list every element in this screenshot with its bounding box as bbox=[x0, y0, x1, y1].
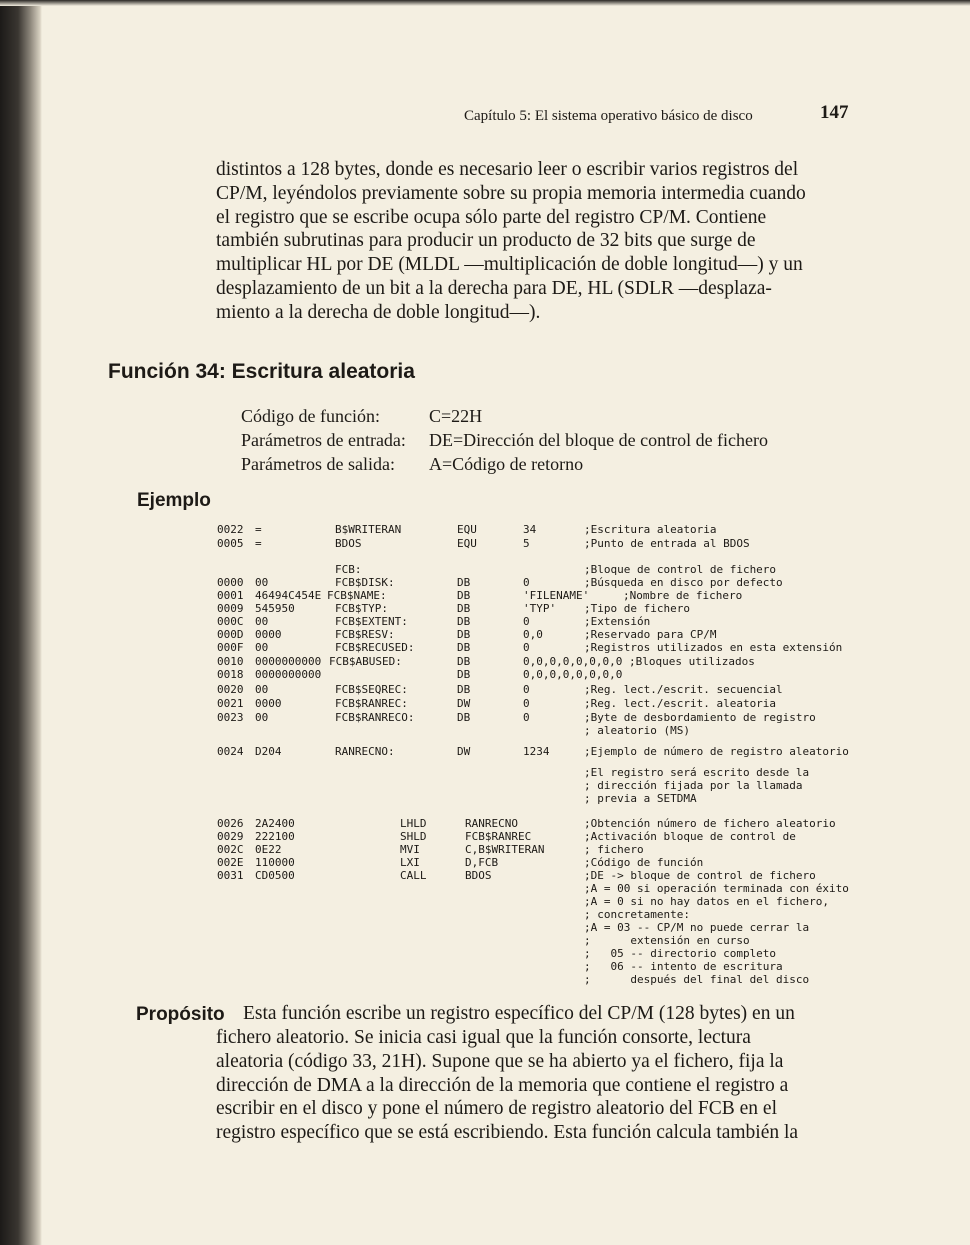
param-label: Código de función: bbox=[241, 406, 380, 426]
listing-code: 0000000000 bbox=[255, 668, 322, 681]
listing-line bbox=[217, 843, 867, 857]
listing-address: 002E bbox=[217, 856, 244, 869]
listing-opcode: EQU bbox=[457, 537, 477, 550]
listing-comment: ;Reg. lect./escrit. secuencial bbox=[584, 683, 783, 696]
listing-operand: 0 bbox=[523, 641, 530, 654]
listing-operand: 'TYP' bbox=[523, 602, 557, 615]
listing-operand: 0 bbox=[523, 697, 530, 710]
listing-line bbox=[217, 602, 867, 616]
listing-comment: ;DE -> bloque de control de fichero bbox=[584, 869, 816, 882]
listing-opcode: DB bbox=[457, 668, 471, 681]
listing-code: 00 bbox=[255, 641, 269, 654]
listing-opcode: EQU bbox=[457, 523, 477, 536]
listing-line bbox=[217, 563, 867, 577]
listing-code: 00 bbox=[255, 683, 269, 696]
listing-code: 00 bbox=[255, 576, 269, 589]
listing-code: 222100 bbox=[255, 830, 295, 843]
proposito-heading: Propósito bbox=[136, 1004, 225, 1025]
listing-opcode: DB bbox=[457, 641, 471, 654]
listing-line bbox=[217, 576, 867, 590]
intro-line: el registro que se escribe ocupa sólo parte del registro CP/M. Contiene bbox=[216, 206, 767, 228]
listing-address: 000C bbox=[217, 615, 244, 628]
listing-line bbox=[217, 960, 867, 974]
listing-label: RANRECNO: bbox=[335, 745, 395, 758]
listing-address: 000F bbox=[217, 641, 244, 654]
listing-address: 0020 bbox=[217, 683, 244, 696]
section-title: Función 34: Escritura aleatoria bbox=[108, 360, 415, 383]
listing-comment: ; 05 -- directorio completo bbox=[584, 947, 777, 960]
running-header bbox=[464, 102, 849, 125]
listing-operand: 34 bbox=[523, 523, 537, 536]
listing-address: 0026 bbox=[217, 817, 244, 830]
listing-line bbox=[217, 895, 867, 909]
listing-line bbox=[217, 615, 867, 629]
listing-comment: ;A = 03 -- CP/M no puede cerrar la bbox=[584, 921, 810, 934]
listing-line bbox=[217, 711, 867, 725]
listing-line bbox=[217, 766, 867, 780]
listing-line bbox=[217, 683, 867, 697]
listing-label: FCB$EXTENT: bbox=[335, 615, 408, 628]
listing-comment: ; fichero bbox=[584, 843, 644, 856]
param-value: C=22H bbox=[429, 406, 483, 426]
listing-label: B$WRITERAN bbox=[335, 523, 402, 536]
listing-operand: 1234 bbox=[523, 745, 550, 758]
proposito-line: aleatoria (código 33, 21H). Supone que se ha abierto ya el fichero, fija la bbox=[216, 1050, 784, 1072]
listing-label: FCB: bbox=[335, 563, 362, 576]
listing-comment: ;Tipo de fichero bbox=[584, 602, 690, 615]
listing-code: 2A2400 bbox=[255, 817, 295, 830]
listing-opcode: MVI bbox=[400, 843, 420, 856]
book-gutter-shadow bbox=[0, 0, 42, 1245]
listing-line bbox=[217, 921, 867, 935]
listing-comment: ;Código de función bbox=[584, 856, 704, 869]
listing-code: D204 bbox=[255, 745, 282, 758]
listing-code: = bbox=[255, 523, 262, 536]
listing-address: 000D bbox=[217, 628, 244, 641]
listing-line bbox=[217, 537, 867, 551]
listing-address: 0022 bbox=[217, 523, 244, 536]
listing-line bbox=[217, 908, 867, 922]
listing-comment: ; previa a SETDMA bbox=[584, 792, 697, 805]
listing-address: 0029 bbox=[217, 830, 244, 843]
listing-line bbox=[217, 973, 867, 987]
listing-code: 00 bbox=[255, 711, 269, 724]
listing-opcode: DB bbox=[457, 615, 471, 628]
listing-code: 46494C454E bbox=[255, 589, 322, 602]
listing-comment: ;Escritura aleatoria bbox=[584, 523, 717, 536]
listing-opcode: DB bbox=[457, 683, 471, 696]
listing-opcode: DB bbox=[457, 655, 471, 668]
intro-line: miento a la derecha de doble longitud—). bbox=[216, 301, 541, 323]
proposito-line: escribir en el disco y pone el número de registro aleatorio del FCB en el bbox=[216, 1098, 777, 1120]
listing-address: 0005 bbox=[217, 537, 244, 550]
param-value: A=Código de retorno bbox=[429, 454, 584, 474]
listing-code: 110000 bbox=[255, 856, 295, 869]
listing-opcode: CALL bbox=[400, 869, 427, 882]
listing-operand: 0 bbox=[523, 576, 530, 589]
listing-comment: ;El registro será escrito desde la bbox=[584, 766, 810, 779]
listing-comment: ; dirección fijada por la llamada bbox=[584, 779, 803, 792]
listing-operand: 0,0,0,0,0,0,0,0 bbox=[523, 668, 623, 681]
listing-line bbox=[217, 830, 867, 844]
listing-opcode: DB bbox=[457, 589, 471, 602]
listing-address: 0009 bbox=[217, 602, 244, 615]
listing-opcode: LXI bbox=[400, 856, 420, 869]
proposito-line: fichero aleatorio. Se inicia casi igual que la función consorte, lectura bbox=[216, 1027, 751, 1048]
page-top-edge bbox=[0, 0, 970, 6]
param-label: Parámetros de entrada: bbox=[241, 430, 406, 450]
listing-label: FCB$ABUSED: bbox=[329, 655, 402, 668]
listing-code: 0E22 bbox=[255, 843, 282, 856]
proposito-line: registro específico que se está escribiendo. Esta función calcula también la bbox=[216, 1122, 799, 1144]
listing-opcode: DB bbox=[457, 711, 471, 724]
intro-line: CP/M, leyéndolos previamente sobre su propia memoria intermedia cuando bbox=[216, 182, 806, 204]
listing-line bbox=[217, 882, 867, 896]
listing-label: FCB$RANREC: bbox=[335, 697, 408, 710]
listing-code: = bbox=[255, 537, 262, 550]
listing-label: FCB$RANRECO: bbox=[335, 711, 415, 724]
listing-comment: ;Ejemplo de número de registro aleatorio bbox=[584, 745, 849, 758]
listing-line bbox=[217, 934, 867, 948]
param-label: Parámetros de salida: bbox=[241, 454, 395, 474]
listing-address: 0000 bbox=[217, 576, 244, 589]
listing-comment: ; extensión en curso bbox=[584, 934, 750, 947]
example-heading: Ejemplo bbox=[137, 490, 211, 511]
running-title: Capítulo 5: El sistema operativo básico de disco bbox=[464, 108, 753, 124]
intro-line: desplazamiento de un bit a la derecha para DE, HL (SDLR —desplaza- bbox=[216, 277, 772, 299]
listing-opcode: DB bbox=[457, 628, 471, 641]
listing-label: FCB$SEQREC: bbox=[335, 683, 408, 696]
listing-line bbox=[217, 628, 867, 642]
listing-code: 0000 bbox=[255, 697, 282, 710]
listing-comment: ;Registros utilizados en esta extensión bbox=[584, 641, 843, 654]
listing-code: 0000 bbox=[255, 628, 282, 641]
listing-comment: ;Bloque de control de fichero bbox=[584, 563, 777, 576]
listing-comment: ;Búsqueda en disco por defecto bbox=[584, 576, 783, 589]
listing-comment: ; después del final del disco bbox=[584, 973, 810, 986]
listing-operand: 0 bbox=[523, 711, 530, 724]
listing-comment: ; concretamente: bbox=[584, 908, 690, 921]
proposito-line: dirección de DMA a la dirección de la memoria que contiene el registro a bbox=[216, 1074, 789, 1096]
param-value: DE=Dirección del bloque de control de fichero bbox=[429, 430, 769, 450]
intro-line: multiplicar HL por DE (MLDL —multiplicación de doble longitud—) y un bbox=[216, 254, 803, 276]
listing-line bbox=[217, 869, 867, 883]
listing-address: 002C bbox=[217, 843, 244, 856]
listing-opcode: DB bbox=[457, 602, 471, 615]
listing-label: FCB$NAME: bbox=[327, 589, 387, 602]
proposito-paragraph bbox=[216, 1026, 852, 1145]
listing-code: 0000000000 bbox=[255, 655, 322, 668]
listing-opcode: DW bbox=[457, 745, 471, 758]
listing-code: 545950 bbox=[255, 602, 295, 615]
listing-line bbox=[217, 668, 867, 682]
listing-code: CD0500 bbox=[255, 869, 295, 882]
listing-code: 00 bbox=[255, 615, 269, 628]
listing-operand: 0,0,0,0,0,0,0,0 bbox=[523, 655, 623, 668]
listing-address: 0021 bbox=[217, 697, 244, 710]
listing-line bbox=[217, 697, 867, 711]
listing-line bbox=[217, 745, 867, 759]
listing-comment: ;Obtención número de fichero aleatorio bbox=[584, 817, 836, 830]
listing-comment: ; 06 -- intento de escritura bbox=[584, 960, 783, 973]
listing-comment: ;Byte de desbordamiento de registro bbox=[584, 711, 816, 724]
listing-comment: ;Nombre de fichero bbox=[623, 589, 743, 602]
listing-label: BDOS bbox=[335, 537, 362, 550]
listing-operand: 0 bbox=[523, 615, 530, 628]
intro-line: distintos a 128 bytes, donde es necesario leer o escribir varios registros del bbox=[216, 159, 799, 180]
listing-line bbox=[217, 856, 867, 870]
listing-line bbox=[217, 817, 867, 831]
listing-label: FCB$RECUSED: bbox=[335, 641, 415, 654]
listing-line bbox=[217, 589, 867, 603]
listing-line bbox=[217, 947, 867, 961]
listing-line bbox=[217, 792, 867, 806]
listing-address: 0024 bbox=[217, 745, 244, 758]
proposito-first-line: Esta función escribe un registro específico del CP/M (128 bytes) en un bbox=[243, 1003, 795, 1024]
listing-comment: ;A = 0 si no hay datos en el fichero, bbox=[584, 895, 830, 908]
listing-operand: 'FILENAME' bbox=[523, 589, 590, 602]
listing-address: 0018 bbox=[217, 668, 244, 681]
listing-line bbox=[217, 724, 867, 738]
listing-address: 0031 bbox=[217, 869, 244, 882]
intro-line: también subrutinas para producir un producto de 32 bits que surge de bbox=[216, 230, 756, 252]
listing-label: FCB$TYP: bbox=[335, 602, 388, 615]
listing-operand: RANRECNO bbox=[465, 817, 518, 830]
listing-line bbox=[217, 779, 867, 793]
listing-operand: 5 bbox=[523, 537, 530, 550]
intro-paragraph bbox=[216, 158, 852, 325]
listing-operand: D,FCB bbox=[465, 856, 499, 869]
listing-comment: ;Bloques utilizados bbox=[629, 655, 755, 668]
listing-opcode: LHLD bbox=[400, 817, 427, 830]
listing-label: FCB$DISK: bbox=[335, 576, 395, 589]
listing-line bbox=[217, 641, 867, 655]
listing-line bbox=[217, 655, 867, 669]
listing-line bbox=[217, 523, 867, 537]
listing-opcode: DW bbox=[457, 697, 471, 710]
listing-comment: ; aleatorio (MS) bbox=[584, 724, 690, 737]
listing-comment: ;Reg. lect./escrit. aleatoria bbox=[584, 697, 777, 710]
listing-operand: 0,0 bbox=[523, 628, 543, 641]
listing-comment: ;Reservado para CP/M bbox=[584, 628, 717, 641]
listing-comment: ;Punto de entrada al BDOS bbox=[584, 537, 750, 550]
listing-label: FCB$RESV: bbox=[335, 628, 395, 641]
listing-operand: C,B$WRITERAN bbox=[465, 843, 545, 856]
listing-comment: ;A = 00 si operación terminada con éxito bbox=[584, 882, 849, 895]
listing-opcode: DB bbox=[457, 576, 471, 589]
listing-operand: BDOS bbox=[465, 869, 492, 882]
listing-address: 0001 bbox=[217, 589, 244, 602]
listing-comment: ;Extensión bbox=[584, 615, 651, 628]
listing-operand: 0 bbox=[523, 683, 530, 696]
listing-address: 0023 bbox=[217, 711, 244, 724]
listing-address: 0010 bbox=[217, 655, 244, 668]
page-number: 147 bbox=[820, 102, 849, 123]
listing-opcode: SHLD bbox=[400, 830, 427, 843]
listing-operand: FCB$RANREC bbox=[465, 830, 532, 843]
listing-comment: ;Activación bloque de control de bbox=[584, 830, 796, 843]
